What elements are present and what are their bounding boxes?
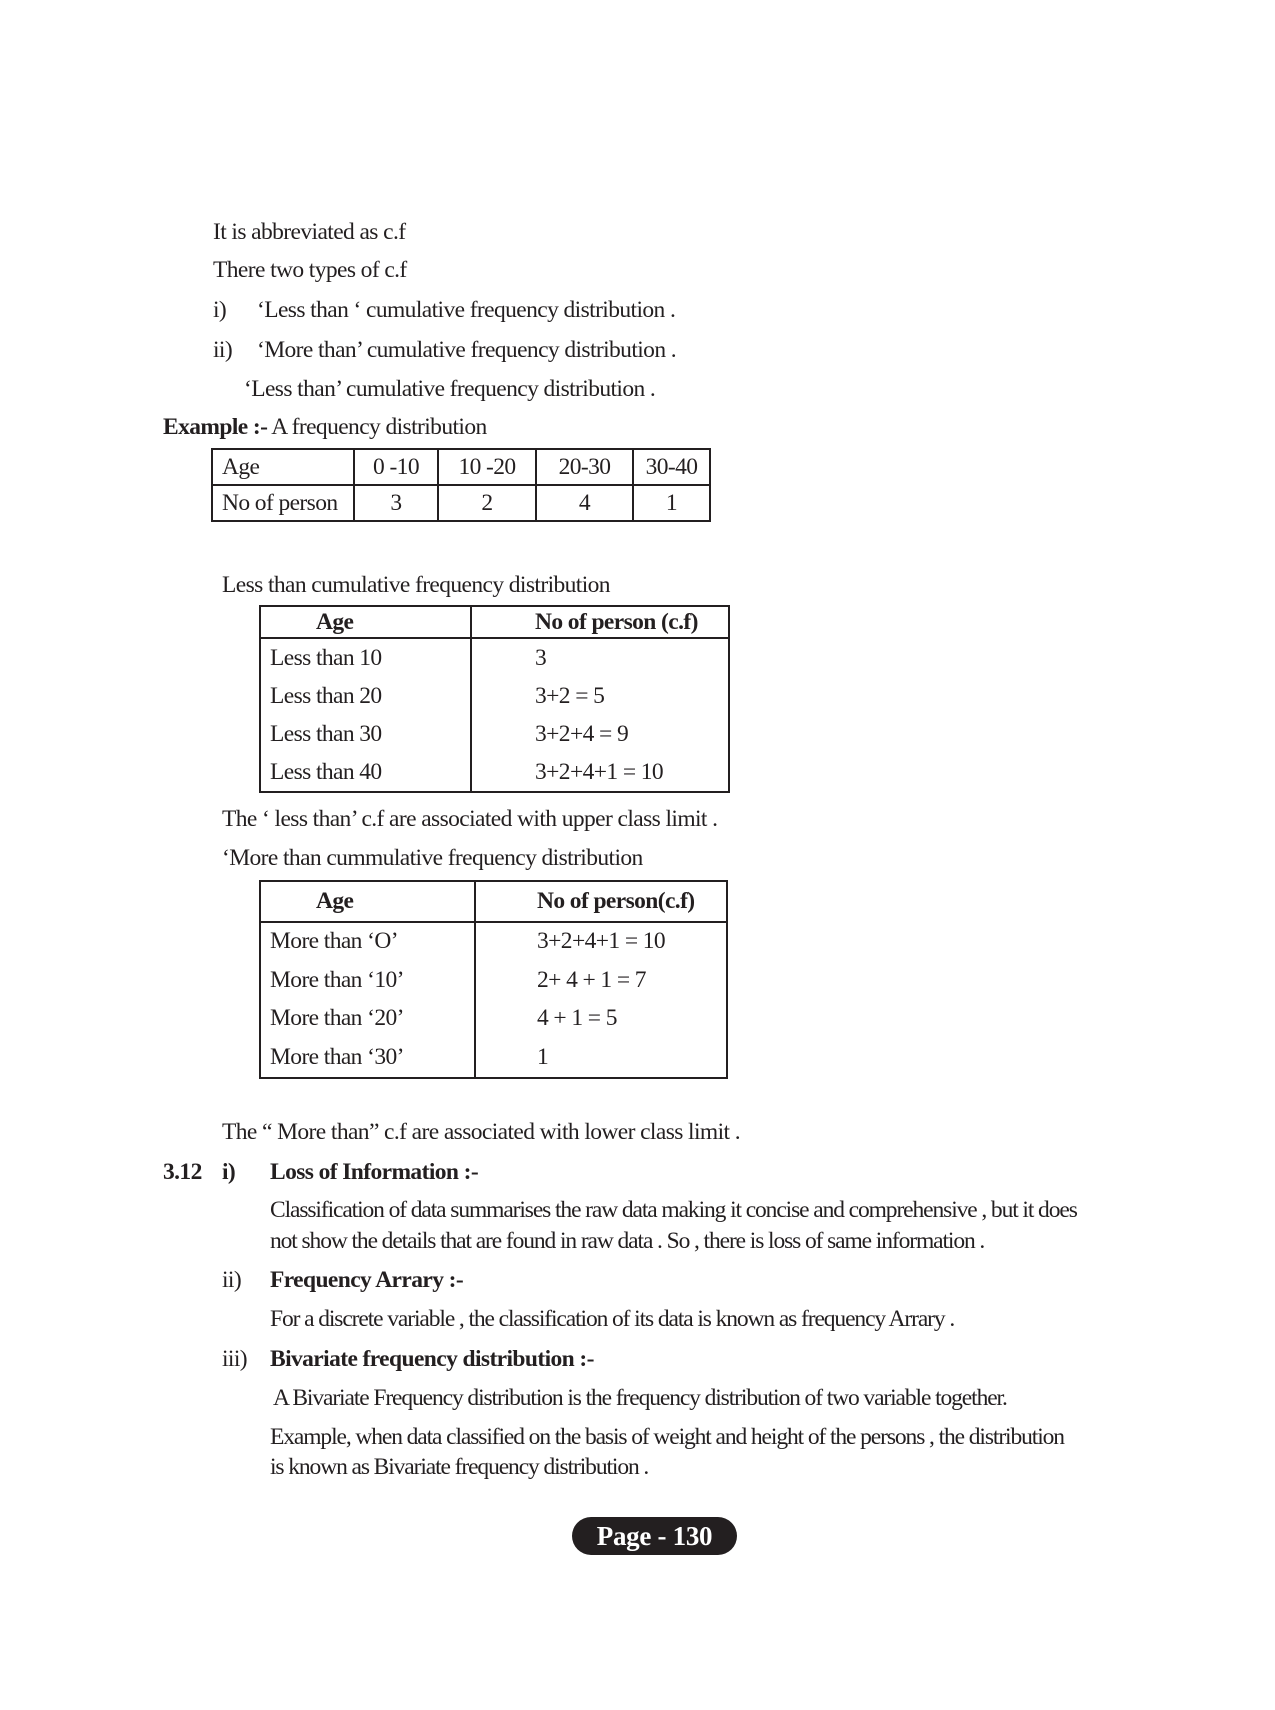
table-header-cell: Age bbox=[260, 606, 471, 638]
paragraph-line: For a discrete variable , the classification of its data is known as frequency Arrary . bbox=[270, 1306, 955, 1332]
table-row bbox=[260, 677, 729, 715]
table-cell: More than ‘30’ bbox=[260, 1038, 475, 1078]
more-than-note: The “ More than” c.f are associated with lower class limit . bbox=[222, 1119, 741, 1145]
table-cell: 3 bbox=[354, 485, 438, 521]
paragraph-line: is known as Bivariate frequency distribution . bbox=[270, 1454, 649, 1480]
section-item-marker-2: ii) bbox=[222, 1267, 242, 1293]
table-cell: 3+2+4+1 = 10 bbox=[537, 928, 666, 955]
table-cell: Age bbox=[212, 449, 354, 485]
paragraph-line: Example, when data classified on the basis of weight and height of the persons , the distribution bbox=[270, 1424, 1064, 1450]
section-item-marker-1: i) bbox=[222, 1159, 236, 1185]
type-marker-2: ii) bbox=[213, 337, 233, 363]
table-cell: More than ‘20’ bbox=[260, 1000, 475, 1039]
section-number: 3.12 bbox=[163, 1159, 202, 1185]
more-than-title: ‘More than cummulative frequency distribution bbox=[222, 845, 643, 871]
table-cell: 3+2+4 = 9 bbox=[535, 720, 629, 747]
table-cell: Less than 40 bbox=[260, 753, 471, 792]
table-cell: 4 bbox=[536, 485, 633, 521]
less-than-cf-table bbox=[259, 605, 730, 793]
intro-line-abbreviation: It is abbreviated as c.f bbox=[213, 219, 406, 245]
example-line bbox=[163, 413, 487, 441]
table-row bbox=[260, 753, 729, 792]
section-heading-loss-of-information: Loss of Information :- bbox=[270, 1159, 479, 1185]
table-row bbox=[260, 1038, 727, 1078]
table-cell: No of person bbox=[212, 485, 354, 521]
type-text-2: ‘More than’ cumulative frequency distribution . bbox=[257, 337, 677, 363]
page-number-badge: Page - 130 bbox=[572, 1517, 737, 1555]
table-cell: Less than 20 bbox=[260, 677, 471, 715]
table-row bbox=[212, 485, 710, 521]
table-cell: 2 bbox=[438, 485, 536, 521]
section-heading-bivariate: Bivariate frequency distribution :- bbox=[270, 1346, 594, 1372]
table-row bbox=[260, 638, 729, 677]
more-than-cf-table bbox=[259, 880, 728, 1079]
table-cell: Less than 10 bbox=[260, 638, 471, 677]
table-cell: 1 bbox=[633, 485, 710, 521]
table-cell: 2+ 4 + 1 = 7 bbox=[537, 966, 646, 993]
table-cell: 1 bbox=[537, 1043, 549, 1070]
section-heading-frequency-array: Frequency Arrary :- bbox=[270, 1267, 464, 1293]
table-cell: 3+2+4+1 = 10 bbox=[535, 758, 664, 785]
table-cell: 10 -20 bbox=[438, 449, 536, 485]
table-header-row bbox=[260, 606, 729, 638]
paragraph-line: Classification of data summarises the raw data making it concise and comprehensive , but it does bbox=[270, 1197, 1077, 1223]
paragraph-line: A Bivariate Frequency distribution is the frequency distribution of two variable together. bbox=[273, 1385, 1007, 1411]
frequency-distribution-table bbox=[211, 448, 711, 522]
table-cell: More than ‘10’ bbox=[260, 961, 475, 1000]
type-text-1: ‘Less than ‘ cumulative frequency distribution . bbox=[257, 297, 676, 323]
table-row bbox=[260, 922, 727, 962]
type-marker-1: i) bbox=[213, 297, 227, 323]
paragraph-line: not show the details that are found in raw data . So , there is loss of same information . bbox=[270, 1228, 985, 1254]
example-label: Example :- bbox=[163, 414, 268, 440]
table-header-cell: Age bbox=[260, 881, 475, 922]
table-row bbox=[260, 1000, 727, 1039]
section-item-marker-3: iii) bbox=[222, 1346, 248, 1372]
table-cell: 3+2 = 5 bbox=[535, 682, 605, 709]
less-than-note: The ‘ less than’ c.f are associated with upper class limit . bbox=[222, 806, 718, 832]
example-text: A frequency distribution bbox=[271, 414, 487, 440]
table-cell: 20-30 bbox=[536, 449, 633, 485]
table-row bbox=[212, 449, 710, 485]
table-cell: 0 -10 bbox=[354, 449, 438, 485]
table-row bbox=[260, 961, 727, 1000]
intro-line-types: There two types of c.f bbox=[213, 257, 407, 283]
table-header-row bbox=[260, 881, 727, 922]
table-row bbox=[260, 715, 729, 753]
table-header-cell: No of person (c.f) bbox=[471, 606, 729, 638]
table-header-cell: No of person(c.f) bbox=[475, 881, 727, 922]
table-cell: 30-40 bbox=[633, 449, 710, 485]
table-cell: 4 + 1 = 5 bbox=[537, 1005, 617, 1032]
less-than-subheading: ‘Less than’ cumulative frequency distribution . bbox=[244, 376, 656, 402]
table-cell: Less than 30 bbox=[260, 715, 471, 753]
table-cell: 3 bbox=[535, 644, 547, 671]
less-than-title: Less than cumulative frequency distribution bbox=[222, 572, 610, 598]
table-cell: More than ‘O’ bbox=[260, 922, 475, 962]
